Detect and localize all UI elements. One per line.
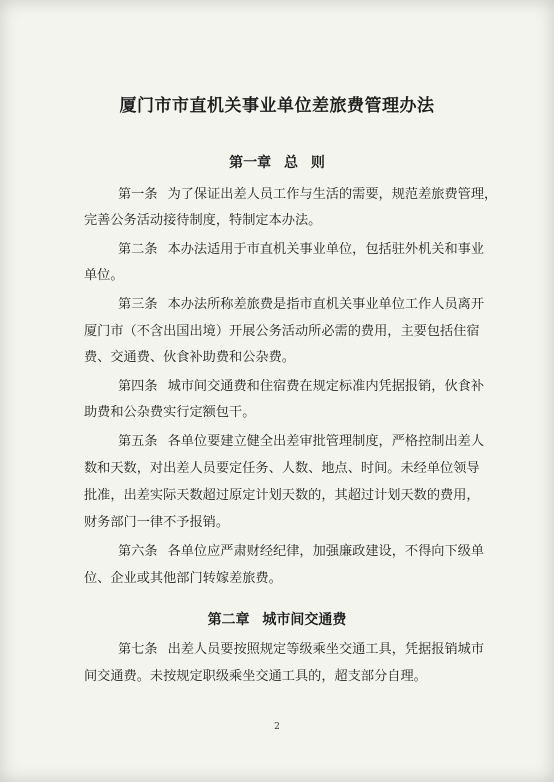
article-4-line-1: 第四条 城市间交通费和住宿费在规定标准内凭据报销，伙食补 [118,379,485,394]
article-5-line-2: 数和天数，对出差人员要定任务、人数、地点、时间。未经单位领导 [84,461,480,476]
article-7-line-1: 第七条 出差人员要按照规定等级乘坐交通工具，凭据报销城市 [118,642,485,657]
article-7-line-2: 间交通费。未按规定职级乘坐交通工具的，超支部分自理。 [84,669,427,684]
article-2-line-2: 单位。 [84,268,124,283]
article-2-line-1: 第二条 本办法适用于市直机关事业单位，包括驻外机关和事业 [118,242,485,257]
article-1-line-2: 完善公务活动接待制度，特制定本办法。 [84,213,322,228]
article-6-number: 第六条 [118,544,158,559]
article-6-line-2: 位、企业或其他部门转嫁差旅费。 [84,571,282,586]
chapter-2-heading: 第二章 城市间交通费 [207,612,347,628]
article-7-number: 第七条 [118,642,158,657]
page-number: 2 [274,722,280,732]
article-6-line-1: 第六条 各单位应严肃财经纪律，加强廉政建设，不得向下级单 [118,544,485,559]
article-2-number: 第二条 [118,242,158,257]
article-1-number: 第一条 [118,187,158,202]
article-5-line-3: 批准，出差实际天数超过原定计划天数的，其超过计划天数的费用， [84,488,480,503]
article-3-line-2: 厦门市（不含出国出境）开展公务活动所必需的费用，主要包括住宿 [84,324,480,339]
article-3-line-3: 费、交通费、伙食补助费和公杂费。 [84,350,295,365]
chapter-1-heading: 第一章 总 则 [229,155,325,171]
article-5-number: 第五条 [118,434,158,449]
article-3-line-1: 第三条 本办法所称差旅费是指市直机关事业单位工作人员离开 [118,297,485,312]
article-4-line-2: 助费和公杂费实行定额包干。 [84,405,256,420]
article-3-number: 第三条 [118,297,158,312]
article-5-line-1: 第五条 各单位要建立健全出差审批管理制度，严格控制出差人 [118,434,485,449]
article-4-number: 第四条 [118,379,158,394]
article-5-line-4: 财务部门一律不予报销。 [84,515,230,530]
document-title: 厦门市市直机关事业单位差旅费管理办法 [119,96,435,116]
article-1-line-1: 第一条 为了保证出差人员工作与生活的需要，规范差旅费管理， [118,187,498,202]
